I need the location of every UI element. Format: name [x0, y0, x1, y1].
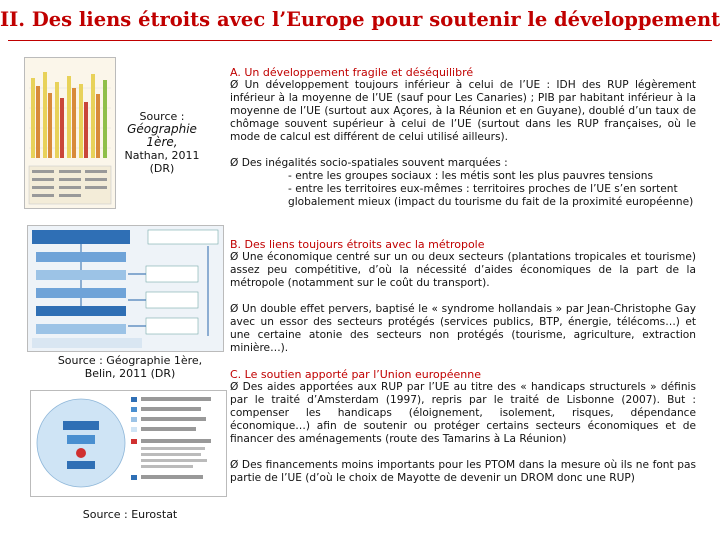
section-b	[230, 238, 696, 355]
map-image-eu-regions	[30, 390, 227, 497]
section-a-item-2: - entre les territoires eux-mêmes : territoires proches de l’UE s’en sortent globalement mieux (impact du tourisme du fait de la proximité européenne)	[288, 183, 694, 208]
source-1-line-d: (DR)	[149, 162, 175, 175]
chart-image-idh-pib	[24, 57, 116, 209]
section-b-heading: B. Des liens toujours étroits avec la métropole	[230, 238, 485, 251]
source-3-line: Source : Eurostat	[82, 508, 178, 521]
section-c-paragraph-2: Ø Des financements moins importants pour les PTOM dans la mesure où ils ne font pas partie de l’UE (d’où le choix de Mayotte de devenir un DROM donc une RUP)	[230, 459, 696, 484]
source-caption-3	[40, 508, 220, 521]
section-a-heading: A. Un développement fragile et déséquilibré	[230, 66, 474, 79]
source-1-line-a: Source :	[139, 110, 185, 123]
section-c-paragraph-1: Ø Des aides apportées aux RUP par l’UE au titre des « handicaps structurels » définis par le traité d’Amsterdam (1997), repris par le traité de Lisbonne (2007). But : compenser les handicaps (éloignement, isolement, risques, dépendance économique…) afin de soutenir ou protéger certains secteurs économiques et de financer des aménagements (route des Tamarins à La Réunion)	[230, 381, 696, 445]
source-2-line-b: Belin, 2011 (DR)	[84, 367, 176, 380]
title-rule	[8, 40, 712, 41]
section-a-paragraph-1: Ø Un développement toujours inférieur à celui de l’UE : IDH des RUP légèrement inférieur à la moyenne de l’UE (sauf pour Les Canaries) ; PIB par habitant inférieur à la moyenne de l’UE (surtout aux Açores, à la Réunion et en Guyane), doublé d’un taux de chômage souvent supérieur à celui de l’UE (surtout dans les RUP françaises, où le mode de calcul est différent de celui utilisé ailleurs).	[230, 79, 696, 143]
section-a-paragraph-2: Ø Des inégalités socio-spatiales souvent marquées :	[230, 157, 508, 169]
section-a	[230, 66, 696, 209]
diagram-image-dutch-syndrome	[27, 225, 224, 352]
source-caption-1	[112, 110, 212, 175]
section-b-paragraph-2: Ø Un double effet pervers, baptisé le « syndrome hollandais » par Jean-Christophe Gay avec un essor des secteurs protégés (services publics, BTP, énergie, télécoms…) et une certaine atonie des secteurs non protégés (tourisme, agriculture, extraction minière…).	[230, 303, 696, 354]
source-2-line-a: Source : Géographie 1ère,	[57, 354, 203, 367]
source-caption-2	[40, 354, 220, 380]
source-1-line-c: Nathan, 2011	[124, 149, 200, 162]
page-title: II. Des liens étroits avec l’Europe pour soutenir le développement	[0, 8, 720, 31]
section-a-item-1: - entre les groupes sociaux : les métis sont les plus pauvres tensions	[288, 170, 653, 182]
chart-thumbnail-icon	[25, 58, 115, 208]
source-1-line-b: Géographie 1ère,	[127, 122, 197, 149]
diagram-thumbnail-icon	[28, 226, 223, 351]
section-c-heading: C. Le soutien apporté par l’Union européenne	[230, 368, 481, 381]
section-b-paragraph-1: Ø Une économique centré sur un ou deux secteurs (plantations tropicales et tourisme) assez peu compétitive, d’où la nécessité d’aides économiques de la part de la métropole (notamment sur le coût du transport).	[230, 251, 696, 289]
map-thumbnail-icon	[31, 391, 226, 496]
section-c	[230, 368, 696, 485]
